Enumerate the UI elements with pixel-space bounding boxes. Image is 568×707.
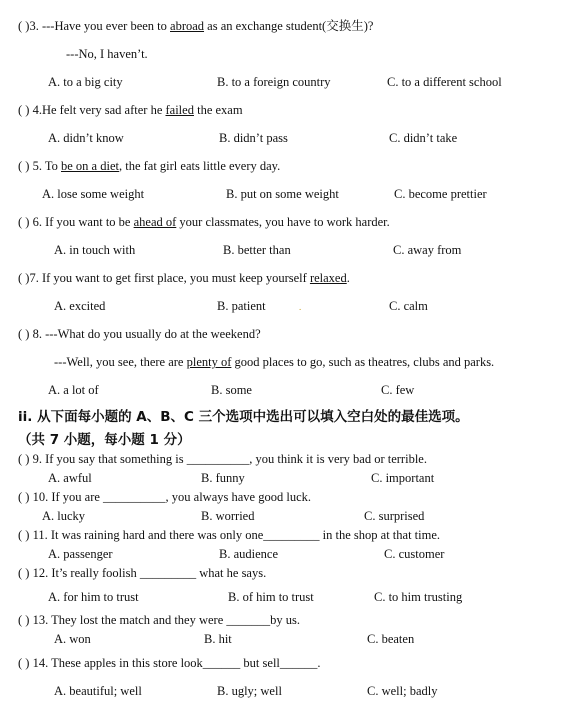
question-6 (18, 214, 390, 230)
question-11: ( ) 11. It was raining hard and there was only one_________ in the shop at that time. (18, 528, 441, 542)
question-3-text-pre: ( )3. ---Have you ever been to (18, 19, 171, 33)
question-7-text-post: . (346, 271, 350, 285)
question-8-reply-post: good places to go, such as theatres, clubs and parks. (231, 355, 495, 369)
question-11-option-a: A. passenger (48, 547, 113, 561)
question-3-underlined: abroad (170, 19, 205, 33)
question-9: ( ) 9. If you say that something is __________, you think it is very bad or terrible. (18, 452, 427, 466)
question-10-option-a: A. lucky (42, 509, 86, 523)
question-3-reply: ---No, I haven’t. (66, 47, 148, 61)
question-6-text-post: your classmates, you have to work harder. (176, 215, 390, 229)
question-4-option-a: A. didn’t know (48, 131, 124, 145)
question-4-option-c: C. didn’t take (389, 131, 458, 145)
question-5-option-c: C. become prettier (394, 187, 487, 201)
question-7-underlined: relaxed (309, 271, 347, 285)
question-14-option-b: B. ugly; well (217, 684, 282, 698)
question-5-option-b: B. put on some weight (226, 187, 339, 201)
question-11-option-b: B. audience (219, 547, 279, 561)
question-13: ( ) 13. They lost the match and they were _______by us. (18, 613, 301, 627)
question-9-option-a: A. awful (48, 471, 92, 485)
question-14-option-a: A. beautiful; well (54, 684, 142, 698)
question-4-underlined: failed (165, 103, 194, 117)
question-8-option-b: B. some (211, 383, 252, 397)
question-9-option-b: B. funny (201, 471, 245, 485)
question-5-text-pre: ( ) 5. To (18, 159, 61, 173)
question-3-option-c: C. to a different school (387, 75, 502, 89)
question-14: ( ) 14. These apples in this store look______ but sell______. (18, 656, 321, 670)
question-8-option-c: C. few (381, 383, 415, 397)
question-10: ( ) 10. If you are __________, you always have good luck. (18, 490, 311, 504)
question-3-option-a: A. to a big city (48, 75, 123, 89)
question-7 (18, 270, 350, 286)
question-8: ( ) 8. ---What do you usually do at the weekend? (18, 327, 261, 341)
question-3-text-post: as an exchange student(交换生)? (204, 19, 374, 33)
question-12: ( ) 12. It’s really foolish _________ what he says. (18, 566, 267, 580)
question-5-text-post: , the fat girl eats little every day. (118, 159, 281, 173)
question-5-underlined: be on a diet (61, 159, 119, 173)
question-6-option-b: B. better than (223, 243, 291, 257)
question-14-option-c: C. well; badly (367, 684, 438, 698)
question-12-option-a: A. for him to trust (48, 590, 139, 604)
question-3-option-b: B. to a foreign country (217, 75, 331, 89)
question-7-text-pre: ( )7. If you want to get first place, you must keep yourself (18, 271, 310, 285)
question-7-option-c: C. calm (389, 299, 428, 313)
question-8-option-a: A. a lot of (48, 383, 99, 397)
question-13-option-a: A. won (54, 632, 91, 646)
question-6-option-a: A. in touch with (54, 243, 136, 257)
question-6-underlined: ahead of (133, 215, 177, 229)
question-8-reply (54, 354, 494, 370)
question-8-reply-pre: ---Well, you see, there are (54, 355, 187, 369)
question-12-option-b: B. of him to trust (228, 590, 314, 604)
question-6-option-c: C. away from (393, 243, 462, 257)
section-2-heading: ii. 从下面每小题的 A、B、C 三个选项中选出可以填入空白处的最佳选项。 (18, 409, 469, 425)
section-2-subheading: （共 7 小题，每小题 1 分） (18, 432, 191, 448)
question-7-option-b: B. patient (217, 299, 266, 313)
question-10-option-b: B. worried (201, 509, 255, 523)
question-13-option-c: C. beaten (367, 632, 415, 646)
question-13-option-b: B. hit (204, 632, 232, 646)
stray-dot-mark: . (299, 302, 302, 312)
question-5 (18, 158, 280, 174)
question-4-option-b: B. didn’t pass (219, 131, 288, 145)
question-11-option-c: C. customer (384, 547, 445, 561)
question-5-option-a: A. lose some weight (42, 187, 145, 201)
question-7-option-a: A. excited (54, 299, 106, 313)
question-12-option-c: C. to him trusting (374, 590, 463, 604)
question-8-underlined: plenty of (186, 355, 232, 369)
question-9-option-c: C. important (371, 471, 435, 485)
question-3 (18, 18, 373, 34)
question-4-text-post: the exam (193, 103, 243, 117)
question-4-text-pre: ( ) 4.He felt very sad after he (18, 103, 166, 117)
question-6-text-pre: ( ) 6. If you want to be (18, 215, 134, 229)
question-4 (18, 102, 243, 118)
question-10-option-c: C. surprised (364, 509, 425, 523)
